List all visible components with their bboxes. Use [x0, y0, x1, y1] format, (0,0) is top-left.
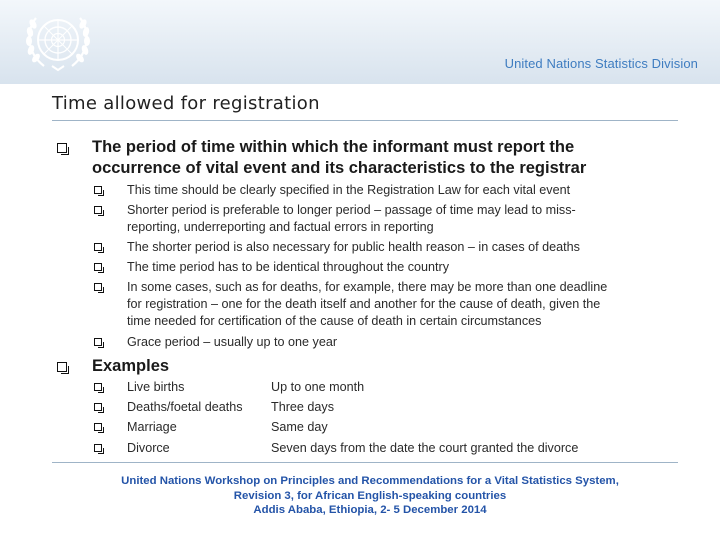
slide-footer: [52, 474, 688, 518]
example-event: Marriage: [127, 420, 177, 434]
square-bullet-icon: [94, 338, 102, 346]
example-period: Up to one month: [271, 380, 365, 394]
sub-point-line: This time should be clearly specified in the Registration Law for each vital event: [127, 183, 571, 197]
square-bullet-icon: [94, 444, 102, 452]
example-period: Seven days from the date the court granted the divorce: [271, 441, 579, 455]
example-period: Three days: [271, 400, 334, 414]
example-event: Live births: [127, 380, 185, 394]
sub-point: [127, 334, 667, 351]
sub-point-line: The shorter period is also necessary for public health reason – in cases of deaths: [127, 240, 580, 254]
sub-point: [127, 279, 667, 330]
un-emblem-icon: [22, 10, 94, 72]
square-bullet-icon: [57, 362, 67, 372]
sub-point-line: Grace period – usually up to one year: [127, 335, 338, 349]
sub-point-line: time needed for certification of the cause of death in certain circumstances: [127, 314, 542, 328]
sub-point-line: The time period has to be identical throughout the country: [127, 260, 450, 274]
square-bullet-icon: [94, 403, 102, 411]
square-bullet-icon: [94, 243, 102, 251]
organization-name: United Nations Statistics Division: [504, 56, 698, 71]
main-point-line: occurrence of vital event and its characteristics to the registrar: [92, 159, 587, 177]
sub-point: [127, 259, 667, 276]
square-bullet-icon: [94, 263, 102, 271]
square-bullet-icon: [57, 143, 67, 153]
footer-line: United Nations Workshop on Principles and Recommendations for a Vital Statistics System,: [121, 475, 619, 487]
main-point: [92, 137, 672, 179]
footer-line: Addis Ababa, Ethiopia, 2- 5 December 2014: [253, 504, 487, 516]
title-divider: [52, 120, 678, 121]
square-bullet-icon: [94, 383, 102, 391]
examples-heading: Examples: [92, 357, 170, 375]
square-bullet-icon: [94, 206, 102, 214]
footer-line: Revision 3, for African English-speaking countries: [233, 489, 507, 502]
sub-point: [127, 202, 667, 236]
sub-point-line: Shorter period is preferable to longer period – passage of time may lead to miss-: [127, 203, 576, 217]
sub-point: [127, 239, 667, 256]
square-bullet-icon: [94, 423, 102, 431]
example-period: Same day: [271, 420, 328, 434]
main-point-line: The period of time within which the informant must report the: [92, 138, 575, 156]
slide-header: [0, 0, 720, 84]
sub-point-line: reporting, underreporting and factual errors in reporting: [127, 220, 434, 234]
slide-title: Time allowed for registration: [52, 93, 320, 114]
sub-point-line: for registration – one for the death itself and another for the cause of death, given the: [127, 297, 601, 311]
square-bullet-icon: [94, 186, 102, 194]
example-event: Deaths/foetal deaths: [127, 400, 243, 414]
sub-point-line: In some cases, such as for deaths, for example, there may be more than one deadline: [127, 280, 608, 294]
sub-point: [127, 182, 667, 199]
footer-divider: [52, 462, 678, 463]
square-bullet-icon: [94, 283, 102, 291]
example-event: Divorce: [127, 441, 170, 455]
